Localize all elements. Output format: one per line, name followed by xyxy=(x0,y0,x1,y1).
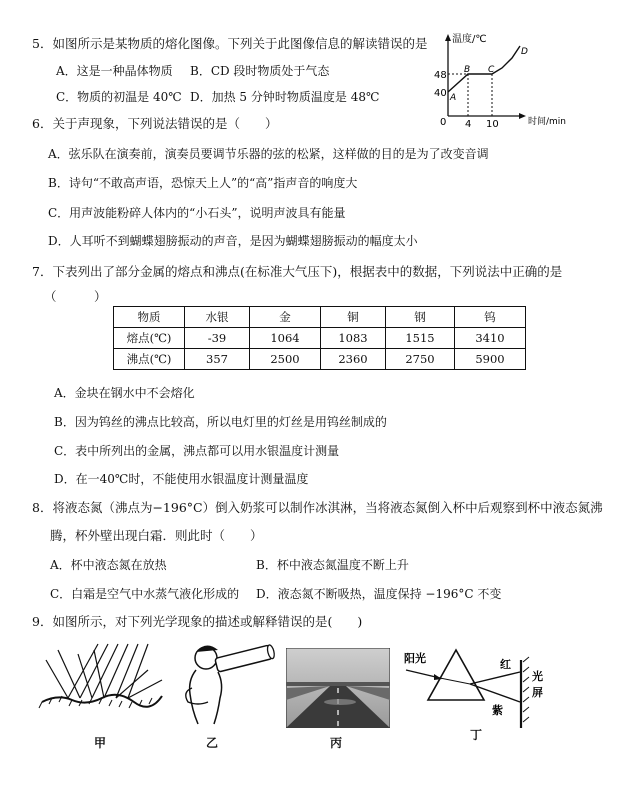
point-a: A xyxy=(450,93,457,103)
table-row-boiling xyxy=(114,349,526,370)
figure-yi-telescope xyxy=(182,640,282,732)
table-header-cell: 物质 xyxy=(114,307,185,328)
y-axis-label: 温度/℃ xyxy=(452,34,487,45)
table-cell: -39 xyxy=(185,328,250,349)
table-header-cell: 钢 xyxy=(386,307,455,328)
screen-label-2: 屏 xyxy=(532,686,543,699)
table-header-cell: 金 xyxy=(250,307,321,328)
red-label: 红 xyxy=(500,658,511,671)
q8-option-c: C．白霜是空气中水蒸气液化形成的 xyxy=(50,587,240,601)
q6-option-d: D．人耳听不到蝴蝶翅膀振动的声音，是因为蝴蝶翅膀振动的幅度太小 xyxy=(48,234,418,248)
q5-stem: 5．如图所示是某物质的熔化图像。下列关于此图像信息的解读错误的是 xyxy=(32,36,428,51)
figure-bing-road-photo xyxy=(286,648,390,728)
point-d: D xyxy=(521,47,528,57)
q8-option-a: A．杯中液态氮在放热 xyxy=(50,558,167,572)
q8-option-b: B．杯中液态氮温度不断上升 xyxy=(256,558,409,572)
point-c: C xyxy=(488,65,495,75)
table-row-melting xyxy=(114,328,526,349)
q5-option-a: A．这是一种晶体物质 xyxy=(56,64,173,78)
table-cell: 3410 xyxy=(455,328,526,349)
q6-stem: 6．关于声现象，下列说法错误的是（ ） xyxy=(32,116,278,131)
table-cell: 5900 xyxy=(455,349,526,370)
tick-10: 10 xyxy=(486,119,499,130)
q7-option-d: D．在一40℃时，不能使用水银温度计测量温度 xyxy=(54,472,309,486)
tick-40: 40 xyxy=(434,88,447,99)
table-header-cell: 水银 xyxy=(185,307,250,328)
q5-option-b: B．CD 段时物质处于气态 xyxy=(190,64,330,78)
table-cell: 2750 xyxy=(386,349,455,370)
q9-stem: 9．如图所示，对下列光学现象的描述或解释错误的是( ) xyxy=(32,614,363,629)
figure-ding-label: 丁 xyxy=(470,728,483,742)
q7-option-b: B．因为钨丝的沸点比较高，所以电灯里的灯丝是用钨丝制成的 xyxy=(54,415,387,429)
sunlight-label: 阳光 xyxy=(404,652,426,665)
table-header-row xyxy=(114,307,526,328)
q5-option-c: C．物质的初温是 40℃ xyxy=(56,90,182,104)
violet-label: 紫 xyxy=(492,704,503,717)
table-cell: 沸点(℃) xyxy=(114,349,185,370)
q8-stem-line2: 腾，杯外壁出现白霜．则此时（ ） xyxy=(50,528,263,543)
table-cell: 1083 xyxy=(321,328,386,349)
table-cell: 1064 xyxy=(250,328,321,349)
q7-stem: 7．下表列出了部分金属的熔点和沸点(在标准大气压下)，根据表中的数据，下列说法中正确的是 xyxy=(32,264,563,279)
q5-option-d: D．加热 5 分钟时物质温度是 48℃ xyxy=(190,90,380,104)
table-cell: 熔点(℃) xyxy=(114,328,185,349)
q8-stem-line1: 8．将液态氮（沸点为−196°C）倒入奶浆可以制作冰淇淋，当将液态氮倒入杯中后观察到杯中液态氮沸 xyxy=(32,500,603,515)
figure-ding-prism xyxy=(404,642,554,734)
screen-label-1: 光 xyxy=(532,670,543,683)
prism xyxy=(428,650,484,700)
table-cell: 357 xyxy=(185,349,250,370)
melting-boiling-table xyxy=(113,306,526,370)
table-cell: 1515 xyxy=(386,328,455,349)
table-header-cell: 铜 xyxy=(321,307,386,328)
q8-option-d: D．液态氮不断吸热，温度保持 −196°C 不变 xyxy=(256,587,502,601)
melting-curve xyxy=(448,46,520,92)
x-axis-arrow xyxy=(519,113,526,119)
y-axis-arrow xyxy=(445,34,451,41)
q7-paren: （ ） xyxy=(44,289,107,304)
q6-option-a: A．弦乐队在演奏前，演奏员要调节乐器的弦的松紧，这样做的目的是为了改变音调 xyxy=(48,147,489,161)
tick-48: 48 xyxy=(434,70,447,81)
table-cell: 2500 xyxy=(250,349,321,370)
table-cell: 2360 xyxy=(321,349,386,370)
q6-option-c: C．用声波能粉碎人体内的“小石头”，说明声波具有能量 xyxy=(48,206,346,220)
q7-option-a: A．金块在钢水中不会熔化 xyxy=(54,386,195,400)
q6-option-b: B．诗句“不敢高声语，恐惊天上人”的“高”指声音的响度大 xyxy=(48,176,358,190)
origin-label: 0 xyxy=(440,117,447,128)
figure-jia-label: 甲 xyxy=(94,736,107,750)
figure-jia-diffuse-reflection xyxy=(38,640,166,720)
x-axis-label: 时间/min xyxy=(528,117,567,127)
melting-graph xyxy=(430,30,600,130)
q7-option-c: C．表中所列出的金属，沸点都可以用水银温度计测量 xyxy=(54,444,340,458)
tick-4: 4 xyxy=(465,119,472,130)
figure-bing-label: 丙 xyxy=(330,736,343,750)
table-header-cell: 钨 xyxy=(455,307,526,328)
figure-yi-label: 乙 xyxy=(206,736,219,750)
point-b: B xyxy=(464,65,471,75)
